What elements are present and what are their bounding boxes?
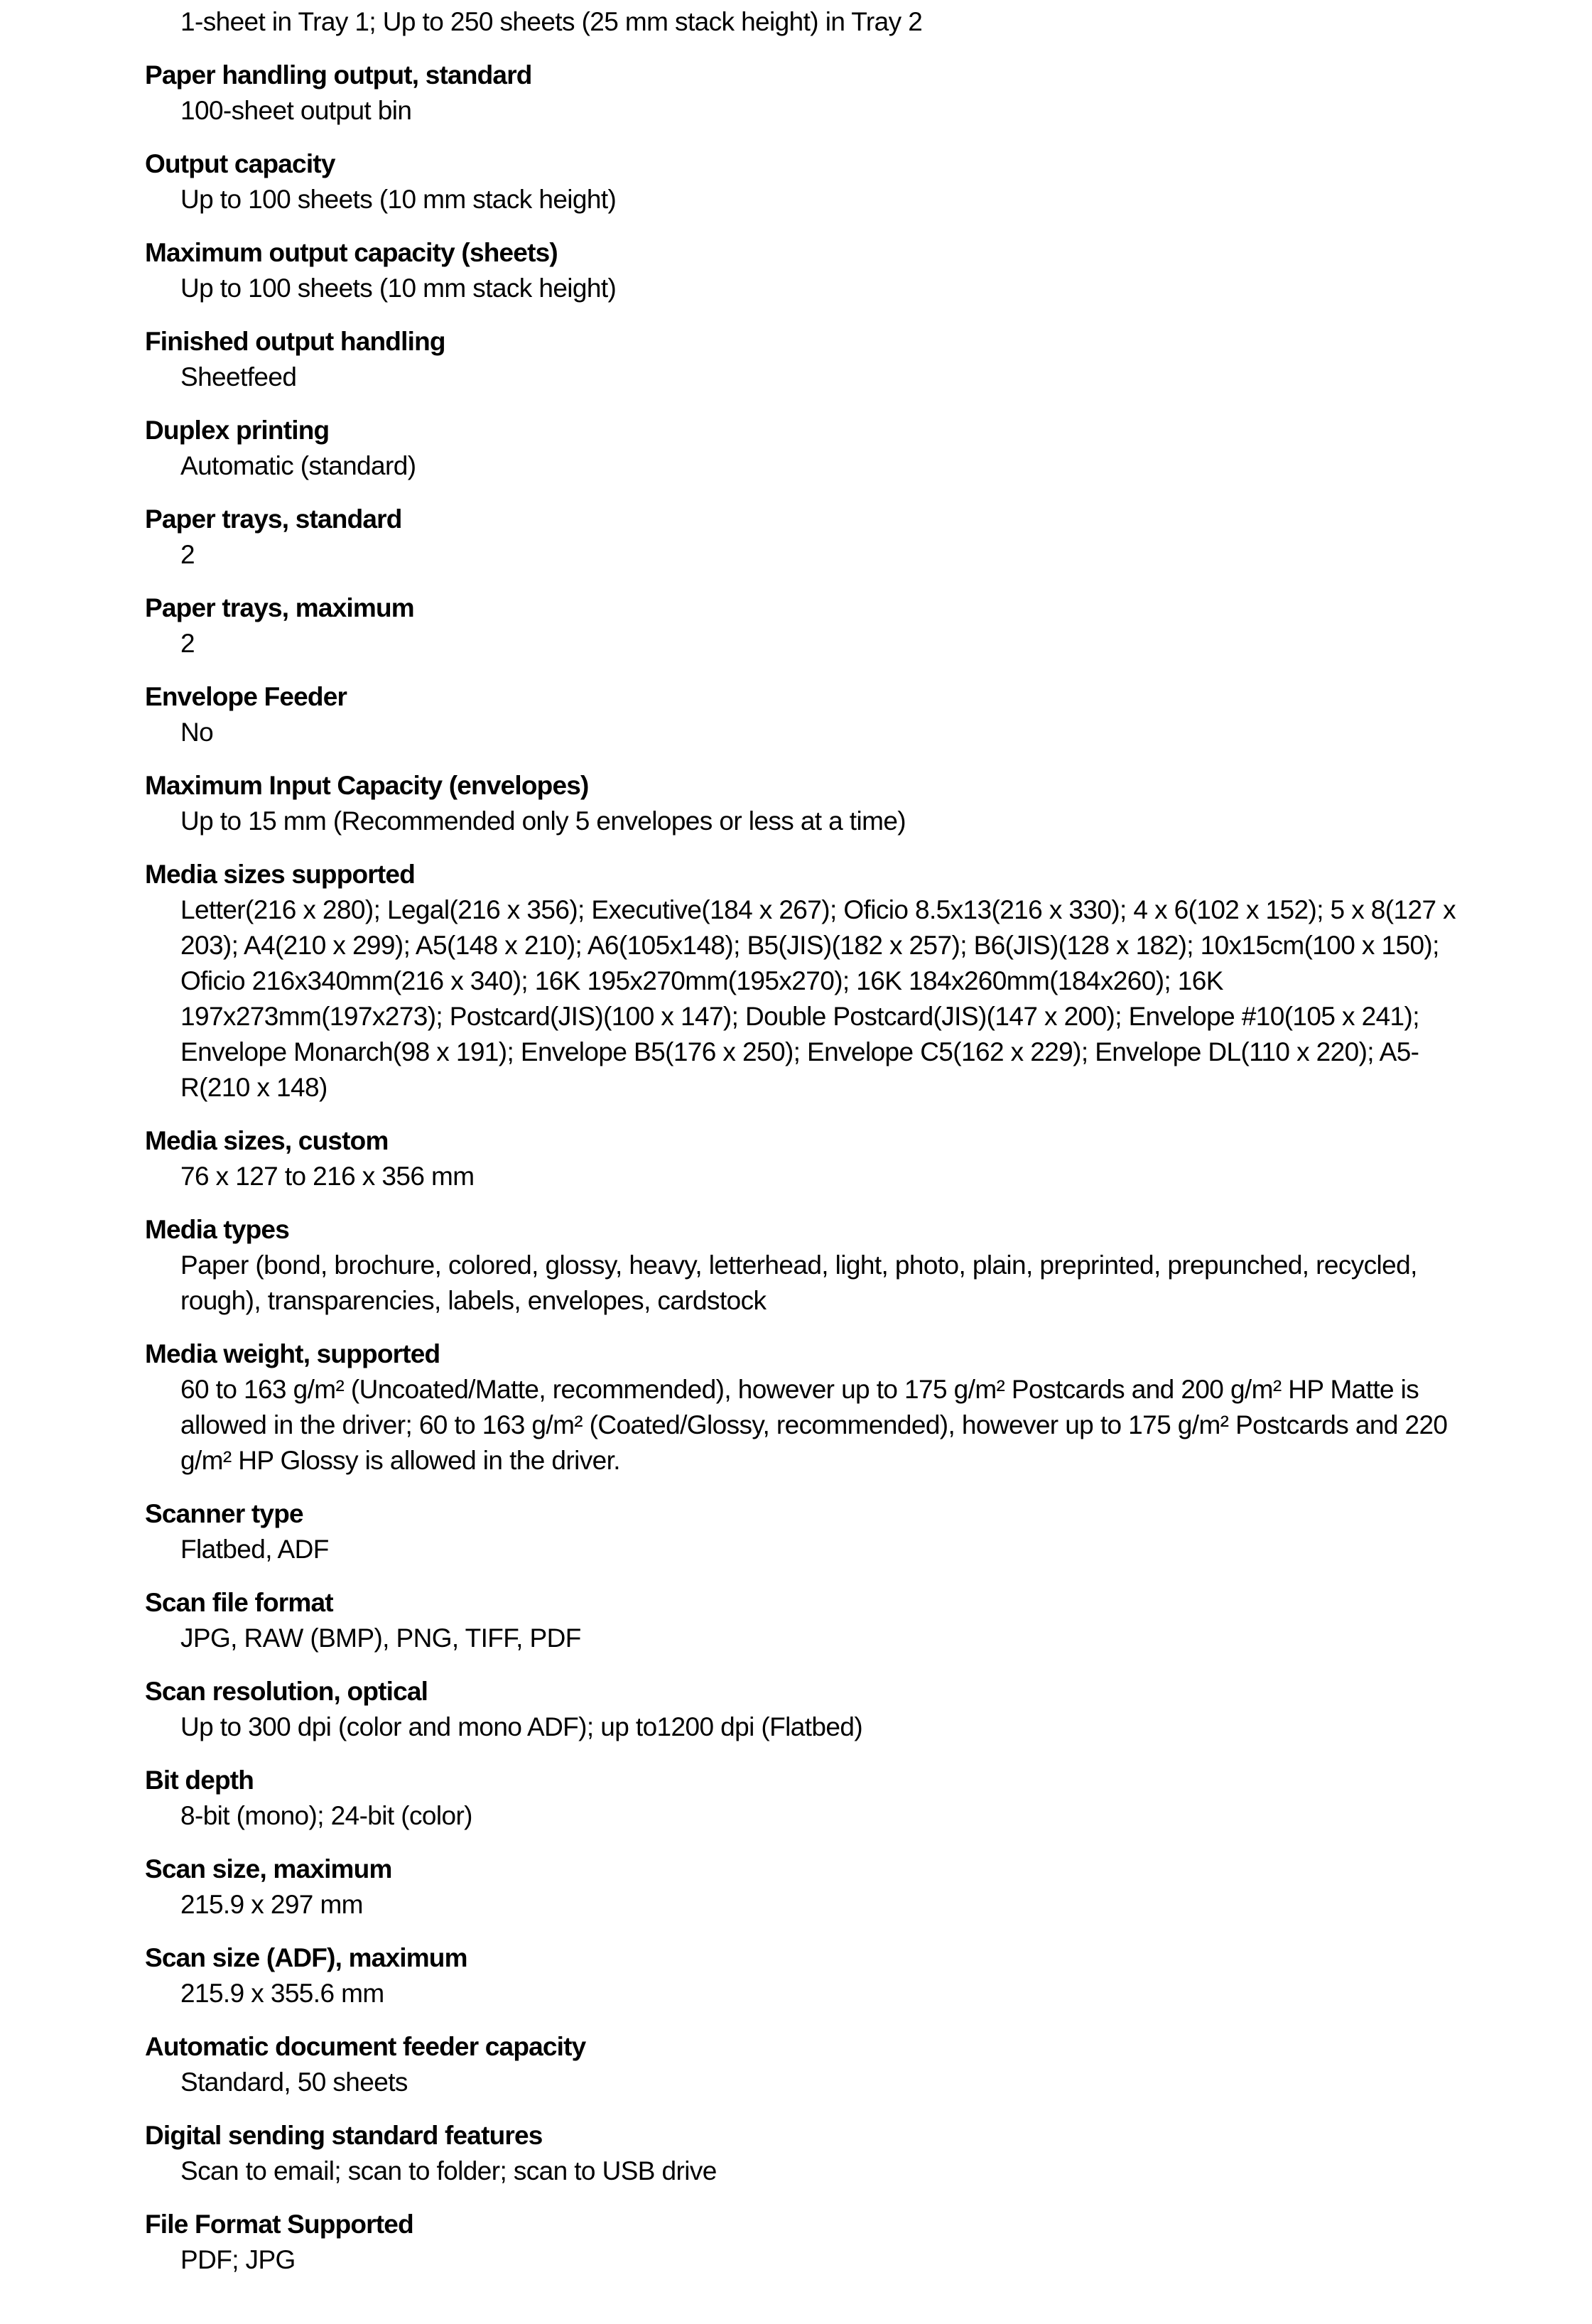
spec-scan-file-format (145, 1585, 1495, 1656)
spec-label: Output capacity (145, 149, 335, 178)
spec-duplex-printing (145, 413, 1495, 484)
spec-label: Scan resolution, optical (145, 1677, 428, 1706)
spec-label: Scan size (ADF), maximum (145, 1943, 467, 1972)
spec-value: Standard, 50 sheets (180, 2068, 408, 2097)
spec-label: Paper trays, maximum (145, 593, 414, 622)
spec-scanner-type (145, 1496, 1495, 1567)
spec-label: Media weight, supported (145, 1339, 440, 1368)
spec-media-sizes-custom (145, 1123, 1495, 1194)
spec-label: Maximum output capacity (sheets) (145, 238, 558, 267)
spec-value: Up to 300 dpi (color and mono ADF); up to1200 dpi (Flatbed) (180, 1712, 863, 1741)
spec-value: Letter(216 x 280); Legal(216 x 356); Executive(184 x 267); Oficio 8.5x13(216 x 330); 4 x 6(102 x 152); 5 x 8(127 x 203); A4(210 x 299); A5(148 x 210); A6(105x148); B5(JIS)(182 x 257); B6(JIS)(128 x 182); 10x15cm(100 x 150); Oficio 216x340mm(216 x 340); 16K 195x270mm(195x270); 16K 184x260mm(184x260); 16K 197x273mm(197x273); Postcard(JIS)(100 x 147); Double Postcard(JIS)(147 x 200); Envelope #10(105 x 241); Envelope Monarch(98 x 191); Envelope B5(176 x 250); Envelope C5(162 x 229); Envelope DL(110 x 220); A5-R(210 x 148) (180, 895, 1456, 1102)
spec-file-format-supported (145, 2207, 1495, 2278)
spec-maximum-input-capacity-envelopes (145, 768, 1495, 839)
spec-value: JPG, RAW (BMP), PNG, TIFF, PDF (180, 1623, 581, 1653)
spec-value: Up to 100 sheets (10 mm stack height) (180, 185, 617, 214)
spec-media-sizes-supported (145, 857, 1495, 1106)
spec-scan-resolution-optical (145, 1674, 1495, 1745)
spec-paper-trays-standard (145, 502, 1495, 573)
spec-digital-sending-features (145, 2118, 1495, 2189)
spec-label: Automatic document feeder capacity (145, 2032, 586, 2061)
spec-label: Scan file format (145, 1588, 333, 1617)
spec-maximum-output-capacity (145, 235, 1495, 306)
spec-sheet-page (145, 0, 1495, 2278)
spec-label: Finished output handling (145, 327, 445, 356)
spec-label: Media sizes supported (145, 860, 416, 889)
spec-value: 215.9 x 297 mm (180, 1890, 363, 1919)
spec-label: Scan size, maximum (145, 1854, 392, 1883)
spec-finished-output-handling (145, 324, 1495, 395)
spec-value: PDF; JPG (180, 2245, 296, 2274)
spec-label: Duplex printing (145, 416, 330, 445)
spec-paper-trays-maximum (145, 590, 1495, 661)
spec-media-weight-supported (145, 1336, 1495, 1479)
spec-label: Paper handling output, standard (145, 60, 532, 90)
spec-label: Bit depth (145, 1766, 254, 1795)
spec-value: 76 x 127 to 216 x 356 mm (180, 1162, 475, 1191)
tray-capacity-continued-text: 1-sheet in Tray 1; Up to 250 sheets (25 mm stack height) in Tray 2 (180, 7, 923, 36)
spec-value: Automatic (standard) (180, 451, 416, 480)
spec-scan-size-maximum (145, 1852, 1495, 1923)
spec-value: No (180, 718, 214, 747)
spec-label: Digital sending standard features (145, 2121, 543, 2150)
spec-label: Envelope Feeder (145, 682, 347, 711)
spec-output-capacity (145, 146, 1495, 217)
spec-adf-capacity (145, 2029, 1495, 2100)
spec-label: File Format Supported (145, 2210, 413, 2239)
spec-label: Media types (145, 1215, 289, 1244)
spec-value: Up to 15 mm (Recommended only 5 envelopes or less at a time) (180, 806, 906, 836)
spec-value: 8-bit (mono); 24-bit (color) (180, 1801, 472, 1830)
spec-value: Paper (bond, brochure, colored, glossy, heavy, letterhead, light, photo, plain, preprinted, prepunched, recycled, rough), transparencies, labels, envelopes, cardstock (180, 1250, 1417, 1315)
spec-value: 2 (180, 629, 195, 658)
spec-value: 100-sheet output bin (180, 96, 412, 125)
spec-value: Up to 100 sheets (10 mm stack height) (180, 274, 617, 303)
spec-paper-handling-output (145, 58, 1495, 129)
spec-value: 60 to 163 g/m² (Uncoated/Matte, recommended), however up to 175 g/m² Postcards and 200 g/m² HP Matte is allowed in the driver; 60 to 163 g/m² (Coated/Glossy, recommended), however up to 175 g/m² Postcards and 220 g/m² HP Glossy is allowed in the driver. (180, 1375, 1448, 1475)
spec-value: 2 (180, 540, 195, 569)
spec-label: Maximum Input Capacity (envelopes) (145, 771, 589, 800)
spec-label: Media sizes, custom (145, 1126, 389, 1155)
spec-envelope-feeder (145, 679, 1495, 750)
spec-bit-depth (145, 1763, 1495, 1834)
spec-value: 215.9 x 355.6 mm (180, 1979, 384, 2008)
spec-label: Scanner type (145, 1499, 303, 1528)
spec-value: Sheetfeed (180, 362, 297, 391)
spec-value: Flatbed, ADF (180, 1535, 329, 1564)
spec-label: Paper trays, standard (145, 504, 402, 534)
spec-scan-size-adf-maximum (145, 1940, 1495, 2011)
spec-value: Scan to email; scan to folder; scan to USB drive (180, 2156, 717, 2185)
spec-media-types (145, 1212, 1495, 1319)
